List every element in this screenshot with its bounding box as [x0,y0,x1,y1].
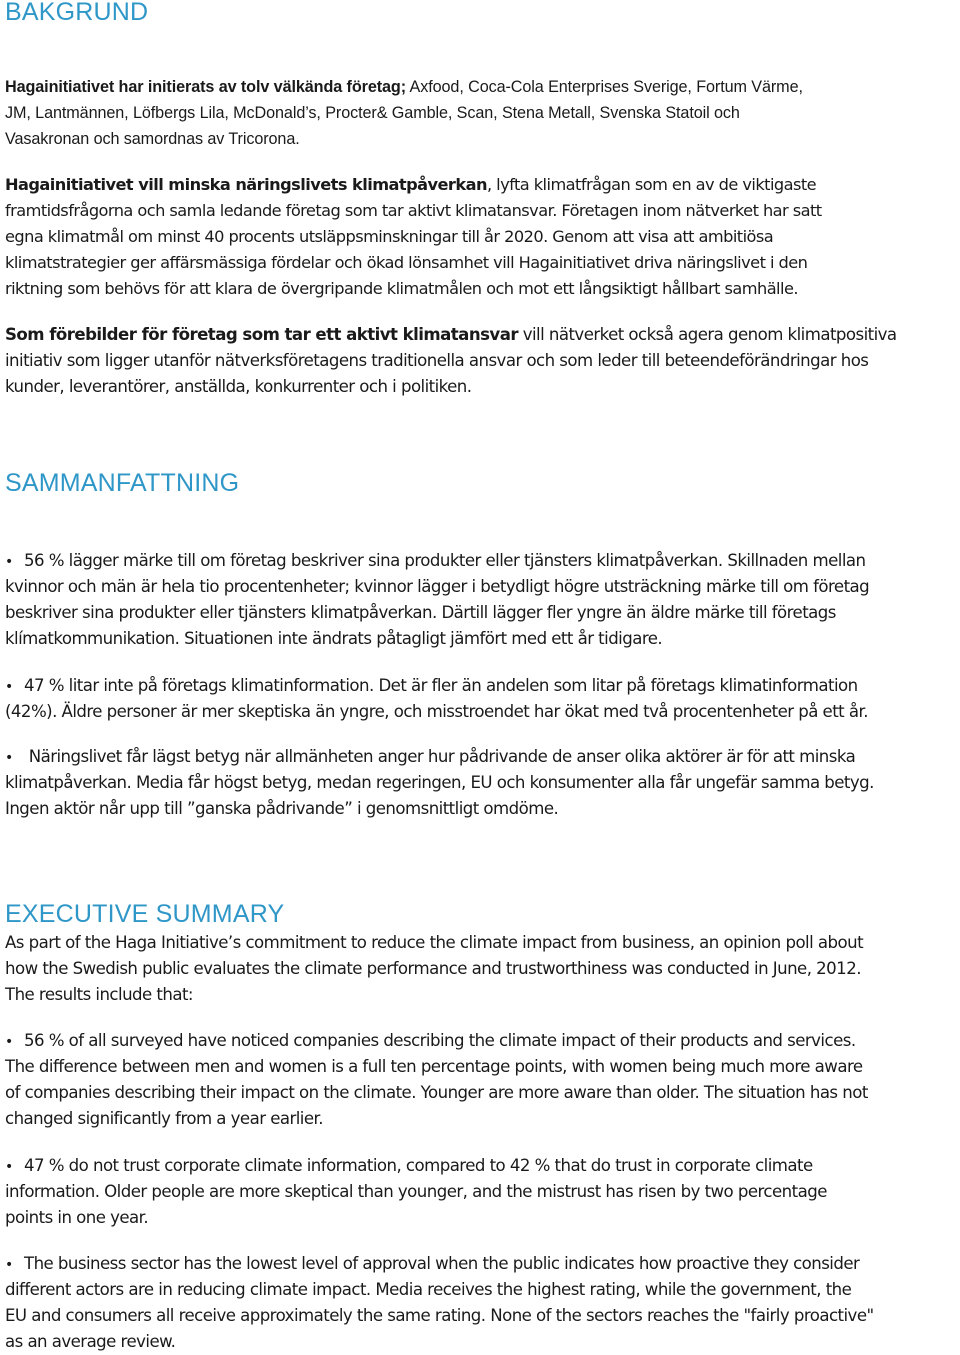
paragraph-intro: As part of the Haga Initiative’s commitment to reduce the climate impact from business, an opinion poll about how the Swedish public evaluates the climate performance and trustworthiness was conducted in June, 2012. The results include that: [5,933,864,1004]
paragraph-initiators: Hagainitiativet har initierats av tolv välkända företag; Axfood, Coca-Cola Enterprises Sverige, Fortum Värme, JM, Lantmännen, Löfbergs Lila, McDonald’s, Procter& Gamble, Scan, Stena Metall, Svenska Statoil och Vasakronan och samordnas av Tricorona. [5,78,803,148]
paragraph-role-models: Som förebilder för företag som tar ett aktivt klimatansvar vill nätverket också agera genom klimatpositiva initiativ som ligger utanför nätverksföretagens traditionella ansvar och som leder till beteendeförändringar hos kunder, leverantörer, anställda, konkurrenter och i politiken. [5,325,897,396]
bullet-marker: • [5,1034,13,1050]
bullet-item: • Näringslivet får lägst betyg när allmänheten anger hur pådrivande de anser olika aktörer är för att minska klimatpåverkan. Media får högst betyg, medan regeringen, EU och konsumenter alla får ungefär samma betyg. Ingen aktör når upp till ”ganska pådrivande” i genomsnittligt omdöme. [5,747,874,818]
bullet-marker: • [5,1257,13,1273]
heading-sammanfattning: SAMMANFATTNING [5,469,240,497]
bullet-marker: • [5,750,13,766]
paragraph-lead-bold: Som förebilder för företag som tar ett aktivt klimatansvar [5,325,518,344]
bullet-item: • 47 % do not trust corporate climate information, compared to 42 % that do trust in corporate climate information. Older people are more skeptical than younger, and the mistrust has risen by two percentage points in one year. [5,1156,827,1227]
bullet-item: • 47 % litar inte på företags klimatinformation. Det är fler än andelen som litar på företags klimatinformation (42%). Äldre personer är mer skeptiska än yngre, och misstroendet har ökat med två procentenheter på ett år. [5,676,868,721]
bullet-marker: • [5,554,13,570]
bullet-marker: • [5,1159,13,1175]
bullet-item: • 56 % lägger märke till om företag beskriver sina produkter eller tjänsters klimatpåverkan. Skillnaden mellan kvinnor och män är hela tio procentenheter; kvinnor lägger i betydligt högre utsträckning märke till om företag beskriver sina produkter eller tjänsters klimatpåverkan. Därtill lägger fler yngre än äldre märke till företags klímatkommunikation. Situationen inte ändrats påtagligt jämfört med ett år tidigare. [5,551,870,648]
bullet-marker: • [5,679,13,695]
heading-bakgrund: BAKGRUND [5,0,149,26]
paragraph-goals: Hagainitiativet vill minska näringslivets klimatpåverkan, lyfta klimatfrågan som en av de viktigaste framtidsfrågorna och samla ledande företag som tar aktivt klimatansvar. Företagen inom nätverket har satt egna klimatmål om minst 40 procents utsläppsminskningar till år 2020. Genom att visa att ambitiösa klimatstrategier ger affärsmässiga fördelar och ökad lönsamhet vill Hagainitiativet driva näringslivet i den riktning som behövs för att klara de övergripande klimatmålen och mot ett långsiktigt hållbart samhälle. [5,175,822,298]
paragraph-lead-bold: Hagainitiativet har initierats av tolv välkända företag; [5,78,407,96]
bullet-item: • 56 % of all surveyed have noticed companies describing the climate impact of their products and services. The difference between men and women is a full ten percentage points, with women being much more aware of companies describing their impact on the climate. Younger are more aware than older. The situation has not changed significantly from a year earlier. [5,1031,868,1128]
heading-executive-summary: EXECUTIVE SUMMARY [5,900,285,928]
bullet-item: • The business sector has the lowest level of approval when the public indicates how proactive they consider different actors are in reducing climate impact. Media receives the highest rating, while the government, the EU and consumers all receive approximately the same rating. None of the sectors reaches the "fairly proactive" as an average review. [5,1254,874,1351]
paragraph-lead-bold: Hagainitiativet vill minska näringslivets klimatpåverkan [5,175,487,194]
